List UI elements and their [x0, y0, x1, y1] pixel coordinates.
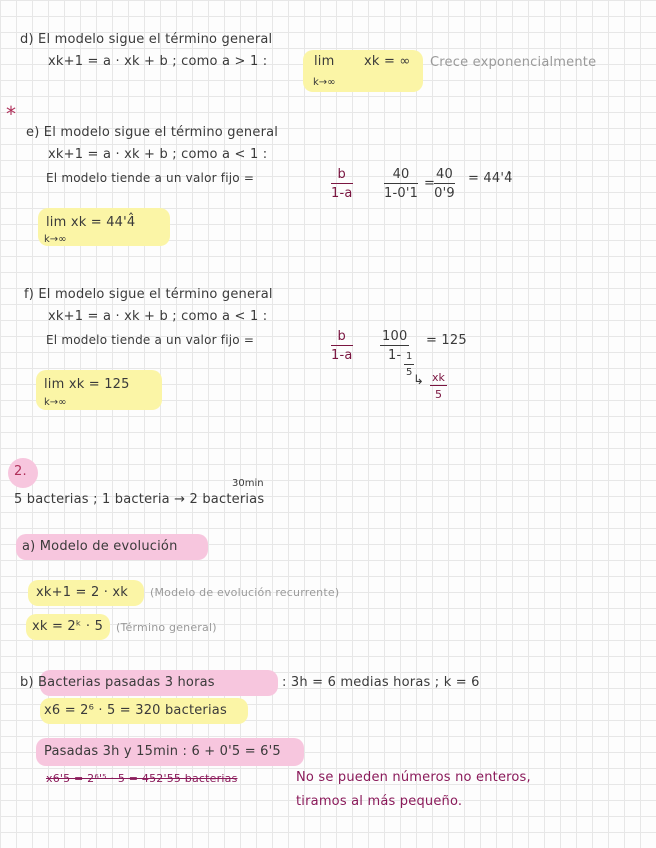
lim-subscript: k→∞: [313, 77, 336, 88]
fraction-40-over-09: $\frac{40}{0'9}$: [434, 167, 455, 201]
correction-note-line2: tiramos al más pequeño.: [296, 794, 463, 809]
section-f-formula: xk+1 = a · xk + b ; como a < 1 :: [48, 309, 268, 324]
problem-intro: 5 bacterias ; 1 bacteria → 2 bacterias: [14, 492, 265, 507]
recurrence-formula: xk+1 = 2 · xk: [36, 585, 129, 600]
section-e-fixed-text: El modelo tiende a un valor fijo =: [46, 171, 255, 185]
fraction-1-over-5: $\frac{1}{5}$: [406, 351, 413, 378]
arrow-time-label: 30min: [232, 478, 264, 489]
section-f-limit: lim xk = 125: [44, 377, 130, 392]
section-e-result: = 44'4̂: [468, 171, 513, 186]
fraction-xk-over-5: $\frac{xk}{5}$: [432, 371, 445, 401]
correction-note-line1: No se pueden números no enteros,: [296, 770, 531, 785]
fraction-100-over-complex: $\frac{100}{1-}$: [382, 329, 408, 363]
fraction-b-over-1-a: $\frac{b}{1-a}$: [331, 167, 353, 201]
fraction-b-over-1-a-f: $\frac{b}{1-a}$: [331, 329, 353, 363]
lim-value: xk = ∞: [364, 54, 411, 69]
equals-sign: =: [424, 176, 436, 191]
general-term-formula: xk = 2ᵏ · 5: [32, 619, 104, 634]
section-d-note: Crece exponencialmente: [430, 55, 597, 70]
general-term-note: (Término general): [116, 621, 217, 634]
part-b-conversion: : 3h = 6 medias horas ; k = 6: [282, 675, 480, 690]
part-a-label: a) Modelo de evolución: [22, 539, 178, 554]
star-mark: *: [6, 102, 16, 126]
part-b-calculation: x6 = 2⁶ · 5 = 320 bacterias: [44, 703, 227, 718]
section-e-limit-subscript: k→∞: [44, 234, 67, 245]
part-b-label: b) Bacterias pasadas 3 horas: [20, 675, 215, 690]
section-f-limit-subscript: k→∞: [44, 397, 67, 408]
section-d-heading: d) El modelo sigue el término general: [20, 32, 273, 47]
recurrence-note: (Modelo de evolución recurrente): [150, 586, 340, 599]
struck-calculation: x6'5 = 2⁶'⁵ · 5 = 452'55 bacterias: [46, 772, 238, 785]
section-f-result: = 125: [426, 333, 467, 348]
lim-label: lim: [314, 54, 335, 69]
section-e-formula: xk+1 = a · xk + b ; como a < 1 :: [48, 147, 268, 162]
section-d-formula: xk+1 = a · xk + b ; como a > 1 :: [48, 54, 268, 69]
arrow-note: ↳: [413, 373, 425, 388]
fraction-40-over-1-01: $\frac{40}{1-0'1}$: [384, 167, 419, 201]
section-f-fixed-text: El modelo tiende a un valor fijo =: [46, 333, 255, 347]
problem-number: 2.: [14, 464, 27, 479]
section-e-limit: lim xk = 44'4̂: [46, 215, 136, 230]
section-e-heading: e) El modelo sigue el término general: [26, 125, 279, 140]
part-c-label: Pasadas 3h y 15min : 6 + 0'5 = 6'5: [44, 744, 281, 759]
section-f-heading: f) El modelo sigue el término general: [24, 287, 273, 302]
